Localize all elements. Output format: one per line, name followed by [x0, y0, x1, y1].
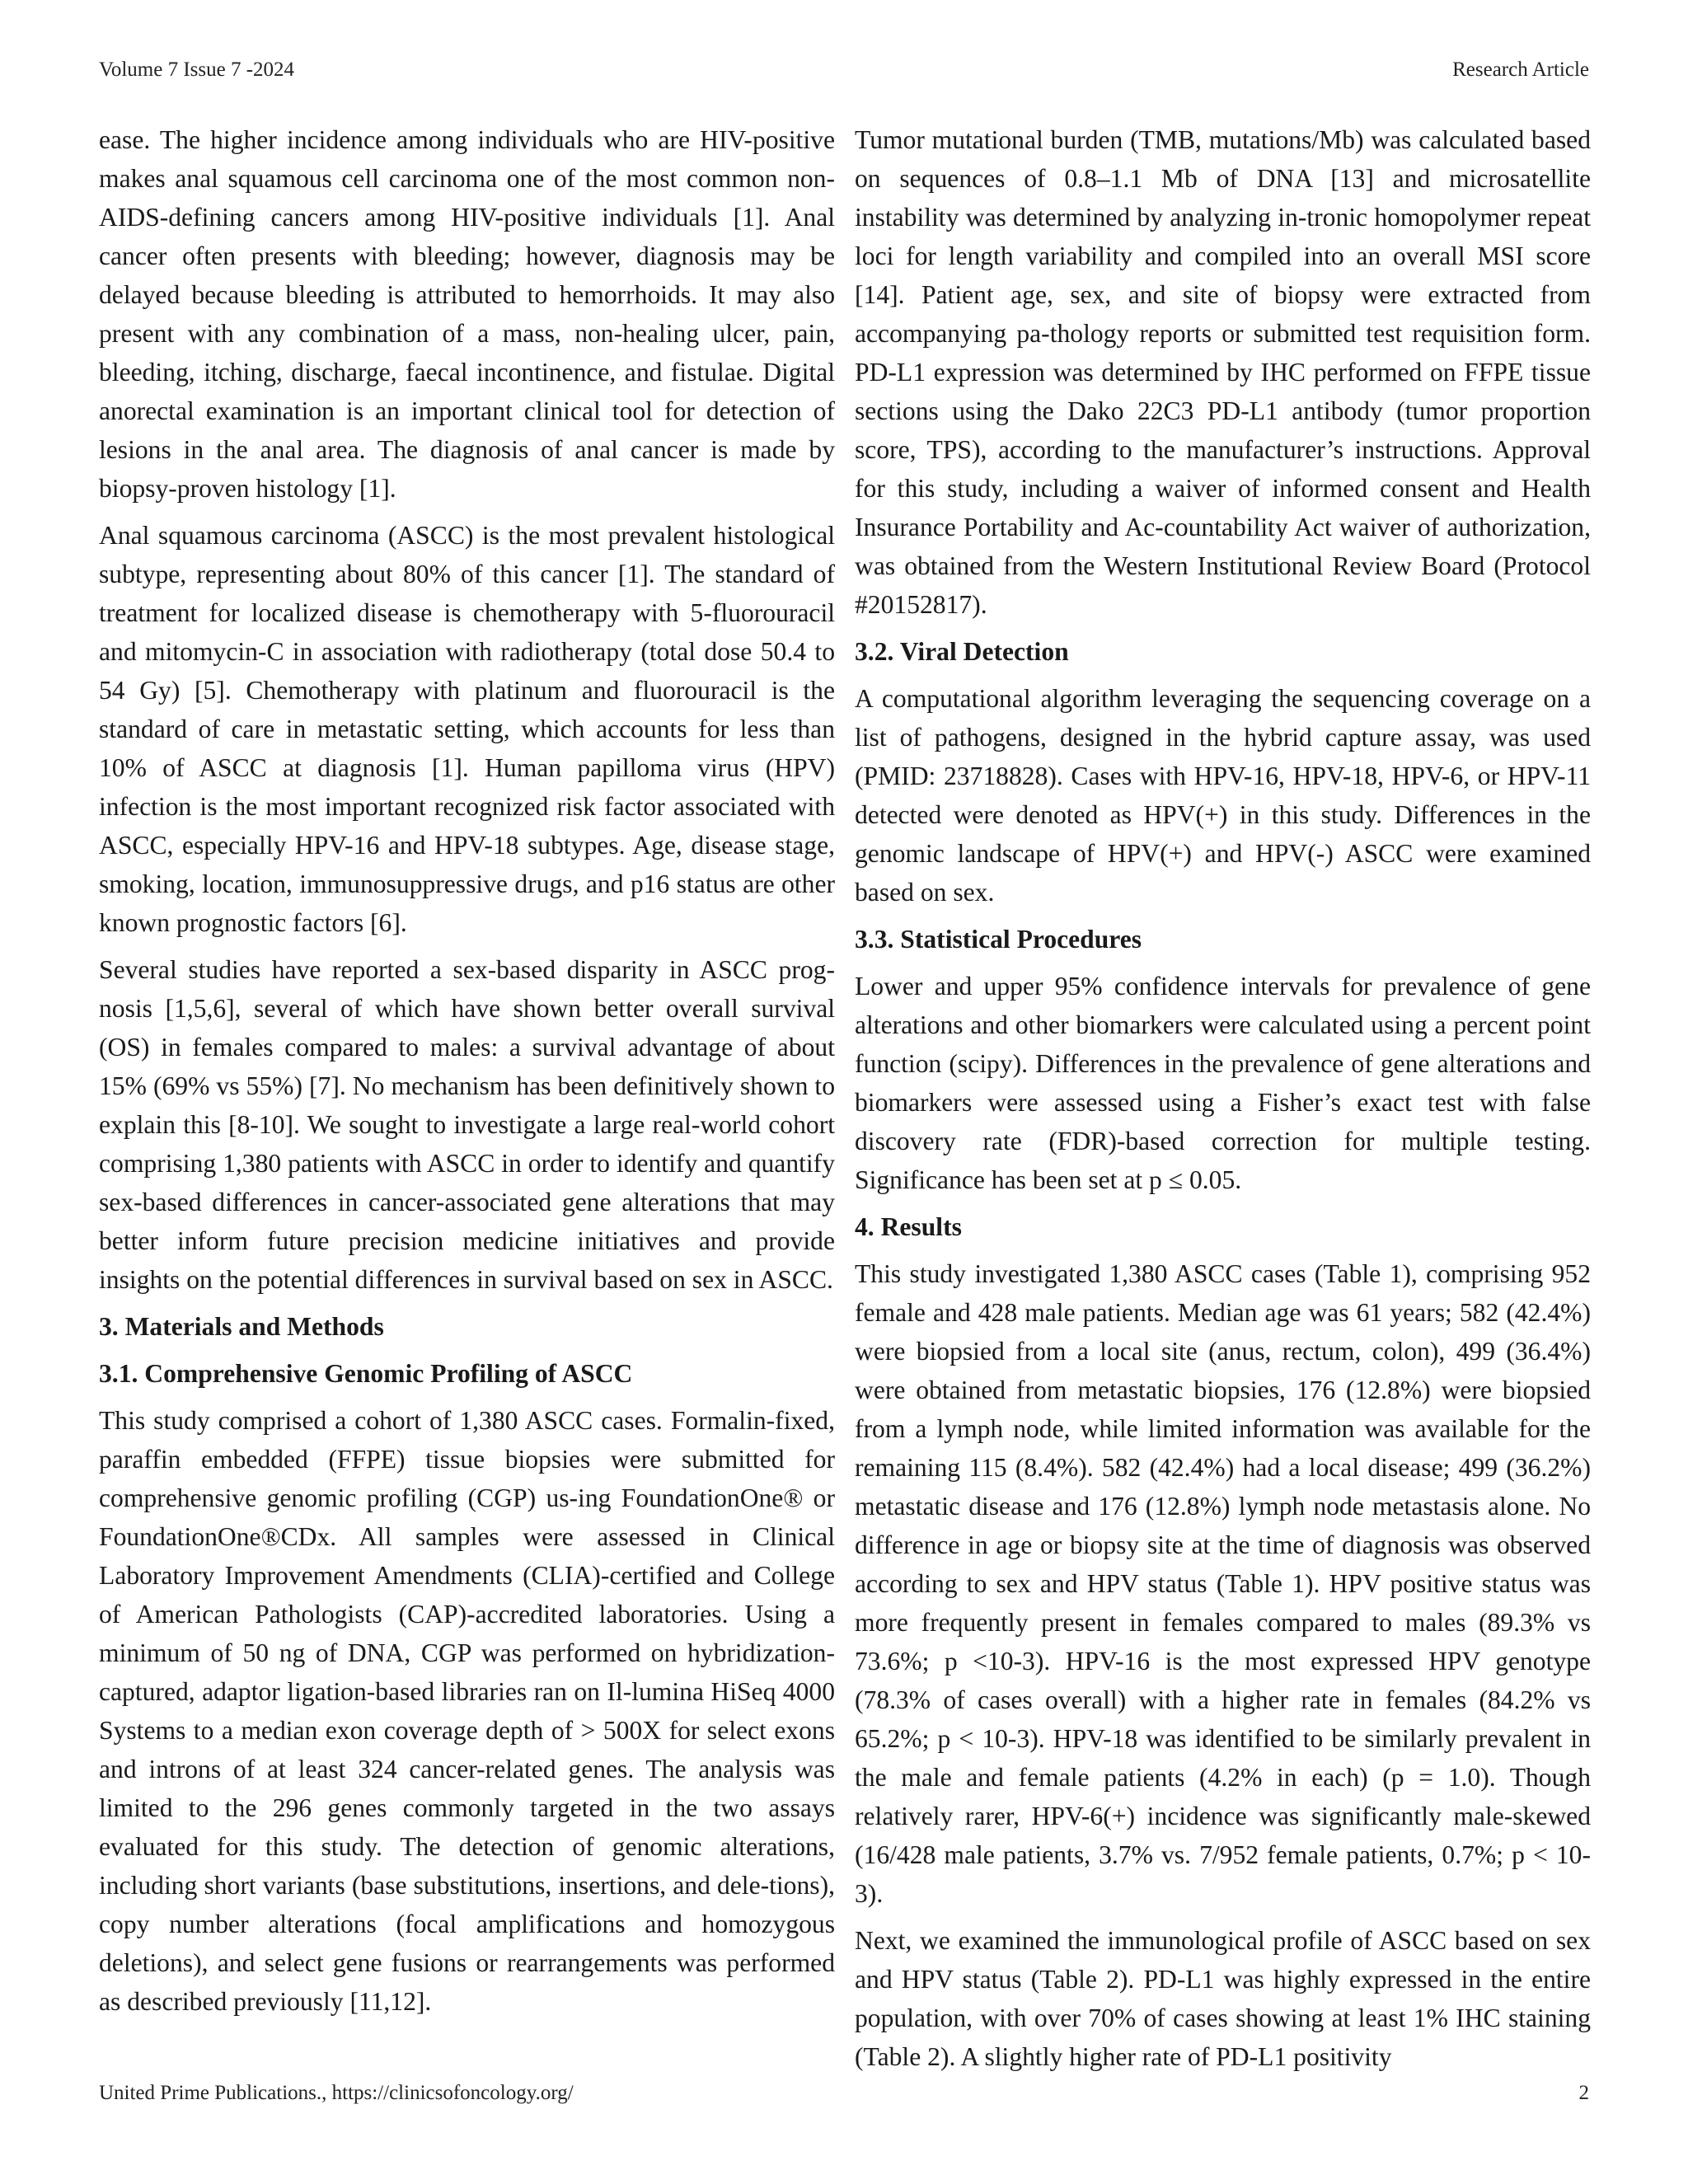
- paragraph-results-immunology: Next, we examined the immunological profile of ASCC based on sex and HPV status (Table 2). PD-L1 was highly expressed in the entire population, with over 70% of cases showing at least 1% IHC staining (Table 2). A slightly higher rate of PD-L1 positivity: [855, 1926, 1591, 2071]
- left-column: [99, 120, 835, 2029]
- paragraph-tmb-msi: Tumor mutational burden (TMB, mutations/Mb) was calculated based on sequences of 0.8–1.1 Mb of DNA [13] and microsatellite instability was determined by analyzing in-tronic homopolymer repeat loci for length variability and compiled into an overall MSI score [14]. Patient age, sex, and site of biopsy were extracted from accompanying pa-thology reports or submitted test requisition form. PD-L1 expression was determined by IHC performed on FFPE tissue sections using the Dako 22C3 PD-L1 antibody (tumor proportion score, TPS), according to the manufacturer’s instructions. Approval for this study, including a waiver of informed consent and Health Insurance Portability and Ac-countability Act waiver of authorization, was obtained from the Western Institutional Review Board (Protocol #20152817).: [855, 125, 1591, 619]
- paragraph-sex-disparity: Several studies have reported a sex-based disparity in ASCC prognosis [1,5,6], several of which have shown better overall survival (OS) in females compared to males: a survival advantage of about 15% (69% vs 55%) [7]. No mechanism has been definitively shown to explain this [8-10]. We sought to investigate a large real-world cohort comprising 1,380 patients with ASCC in order to identify and quantify sex-based differences in cancer-associated gene alterations that may better inform future precision medicine initiatives and provide insights on the potential differences in survival based on sex in ASCC.: [99, 955, 835, 1294]
- paragraph-cgp-methods: This study comprised a cohort of 1,380 ASCC cases. Formalin-fixed, paraffin embedded (FFPE) tissue biopsies were submitted for comprehensive genomic profiling (CGP) us-ing FoundationOne® or FoundationOne®CDx. All samples were assessed in Clinical Laboratory Improvement Amendments (CLIA)-certified and College of American Pathologists (CAP)-accredited laboratories. Using a minimum of 50 ng of DNA, CGP was performed on hybridization-captured, adaptor ligation-based libraries ran on Il-lumina HiSeq 4000 Systems to a median exon coverage depth of > 500X for select exons and introns of at least 324 cancer-related genes. The analysis was limited to the 296 genes commonly targeted in the two assays evaluated for this study. The detection of genomic alterations, including short variants (base substitutions, insertions, and dele-tions), copy number alterations (focal amplifications and homozygous deletions), and select gene fusions or rearrangements was performed as described previously [11,12].: [99, 1406, 835, 2016]
- heading-statistical-procedures: 3.3. Statistical Procedures: [855, 925, 1142, 954]
- paragraph-intro-hiv: ease. The higher incidence among individuals who are HIV-positive makes anal squamous cell carcinoma one of the most common non-AIDS-defining cancers among HIV-positive individuals [1]. Anal cancer often presents with bleeding; however, diagnosis may be delayed because bleeding is attributed to hemorrhoids. It may also present with any combination of a mass, non-healing ulcer, pain, bleeding, itching, discharge, faecal incontinence, and fistulae. Digital anorectal examination is an important clinical tool for detection of lesions in the anal area. The diagnosis of anal cancer is made by biopsy-proven histology [1].: [99, 125, 835, 503]
- page-number: 2: [1578, 2082, 1589, 2104]
- heading-cgp: 3.1. Comprehensive Genomic Profiling of ASCC: [99, 1359, 633, 1388]
- publisher-footer: United Prime Publications., https://clinicsofoncology.org/: [99, 2082, 574, 2104]
- heading-viral-detection: 3.2. Viral Detection: [855, 637, 1069, 666]
- paragraph-ascc-treatment: Anal squamous carcinoma (ASCC) is the most prevalent histological subtype, representing about 80% of this cancer [1]. The standard of treatment for localized disease is chemotherapy with 5-fluorouracil and mitomycin-C in association with radiotherapy (total dose 50.4 to 54 Gy) [5]. Chemotherapy with platinum and fluorouracil is the standard of care in metastatic setting, which accounts for less than 10% of ASCC at diagnosis [1]. Human papilloma virus (HPV) infection is the most important recognized risk factor associated with ASCC, especially HPV-16 and HPV-18 subtypes. Age, disease stage, smoking, location, immunosuppressive drugs, and p16 status are other known prognostic factors [6].: [99, 521, 835, 937]
- journal-issue: Volume 7 Issue 7 -2024: [99, 59, 295, 81]
- paragraph-results-cohort: This study investigated 1,380 ASCC cases (Table 1), comprising 952 female and 428 male patients. Median age was 61 years; 582 (42.4%) were biopsied from a local site (anus, rectum, colon), 499 (36.4%) were obtained from metastatic biopsies, 176 (12.8%) were biopsied from a lymph node, while limited information was available for the remaining 115 (8.4%). 582 (42.4%) had a local disease; 499 (36.2%) metastatic disease and 176 (12.8%) lymph node metastasis alone. No difference in age or biopsy site at the time of diagnosis was observed according to sex and HPV status (Table 1). HPV positive status was more frequently present in females compared to males (89.3% vs 73.6%; p <10-3). HPV-16 is the most expressed HPV genotype (78.3% of cases overall) with a higher rate in females (84.2% vs 65.2%; p < 10-3). HPV-18 was identified to be similarly prevalent in the male and female patients (4.2% in each) (p = 1.0). Though relatively rarer, HPV-6(+) incidence was significantly male-skewed (16/428 male patients, 3.7% vs. 7/952 female patients, 0.7%; p < 10-3).: [855, 1259, 1591, 1908]
- right-column: [855, 120, 1591, 2084]
- heading-results: 4. Results: [855, 1212, 962, 1241]
- heading-materials-methods: 3. Materials and Methods: [99, 1312, 384, 1341]
- article-type: Research Article: [1452, 59, 1589, 81]
- paragraph-statistics: Lower and upper 95% confidence intervals for prevalence of gene alterations and other biomarkers were calculated using a percent point function (scipy). Differences in the prevalence of gene alterations and biomarkers were assessed using a Fisher’s exact test with false discovery rate (FDR)-based correction for multiple testing. Significance has been set at p ≤ 0.05.: [855, 972, 1591, 1194]
- paragraph-viral-detection: A computational algorithm leveraging the sequencing coverage on a list of pathogens, designed in the hybrid capture assay, was used (PMID: 23718828). Cases with HPV-16, HPV-18, HPV-6, or HPV-11 detected were denoted as HPV(+) in this study. Differences in the genomic landscape of HPV(+) and HPV(-) ASCC were examined based on sex.: [855, 684, 1591, 907]
